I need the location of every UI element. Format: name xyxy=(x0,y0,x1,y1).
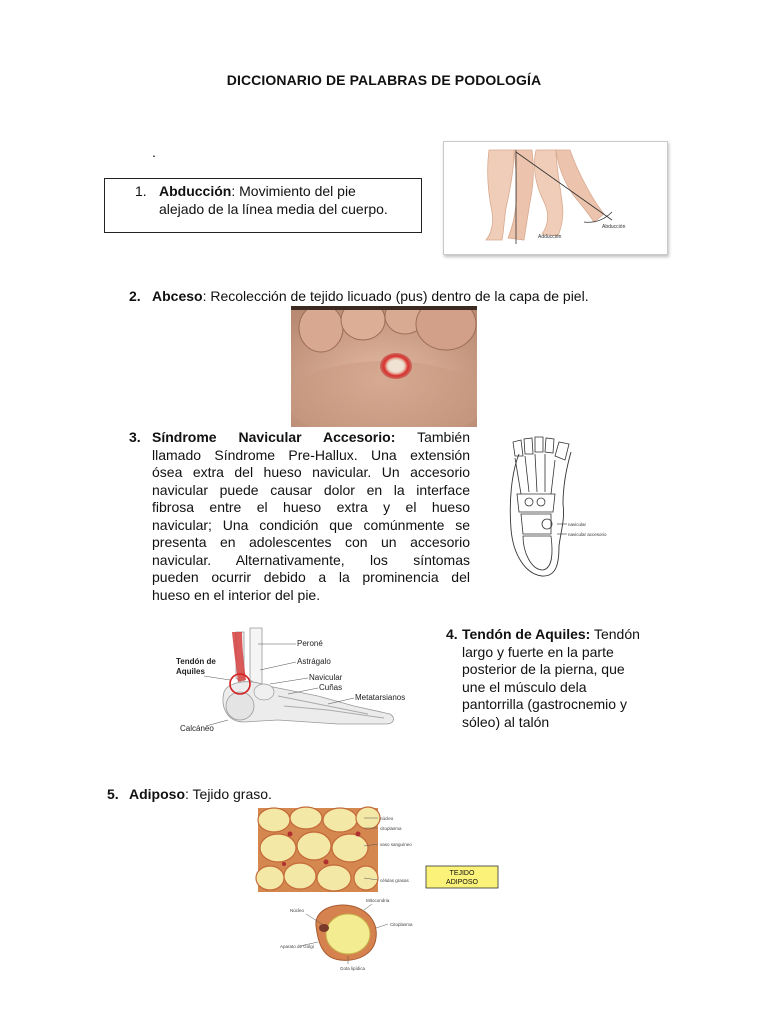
entry-definition: Recolección de tejido licuado (pus) dentro de la capa de piel. xyxy=(206,288,589,304)
tendon-label: Tendón de xyxy=(176,657,216,666)
calcaneo-label: Calcáneo xyxy=(180,724,214,733)
tendon-label-2: Aquiles xyxy=(176,667,205,676)
citoplasma-cell-label: Citoplasma xyxy=(390,922,413,927)
entry-term: Adiposo xyxy=(129,786,185,802)
adduccion-label: Adducción xyxy=(538,234,562,240)
entry-term: Tendón de Aquiles: xyxy=(462,626,591,642)
entry-term: Abceso xyxy=(152,288,203,304)
navicular-label: Navicular xyxy=(309,673,343,682)
abduccion-figure xyxy=(443,141,668,255)
nucleo-label: núcleo xyxy=(380,816,394,821)
navicular-label: navicular xyxy=(568,522,587,527)
achilles-illustration xyxy=(158,622,406,740)
foot-skeleton-illustration xyxy=(497,434,607,580)
page-title: DICCIONARIO DE PALABRAS DE PODOLOGÍA xyxy=(226,72,542,88)
entry-adiposo: Adiposo: Tejido graso. xyxy=(129,786,272,802)
entry-abduccion: Abducción: Movimiento del pie alejado de la línea media del cuerpo. xyxy=(159,183,388,217)
nucleo-cell-label: Núcleo xyxy=(290,908,305,913)
tag-line-1: TEJIDO xyxy=(449,870,475,877)
tag-line-2: ADIPOSO xyxy=(446,879,478,886)
navicular-figure xyxy=(497,434,607,580)
entry-number: 3. xyxy=(129,429,141,445)
cunas-label: Cuñas xyxy=(319,683,343,692)
foot-abscess-illustration xyxy=(291,306,477,427)
entry-abceso: Abceso: Recolección de tejido licuado (pus) dentro de la capa de piel. xyxy=(152,288,589,304)
abceso-photo xyxy=(291,306,477,427)
navicular-accesorio-label: navicular accesorio xyxy=(568,532,607,537)
astragalo-label: Astrágalo xyxy=(297,657,331,666)
gota-label: Gota lipídica xyxy=(340,966,366,971)
adipose-tissue-illustration xyxy=(254,806,506,974)
golgi-label: Aparato de Golgi xyxy=(280,944,314,949)
citoplasma-label: citoplasma xyxy=(380,826,402,831)
metatarsianos-label: Metatarsianos xyxy=(355,693,406,702)
entry-number: 2. xyxy=(129,288,141,304)
entry-term: Abducción xyxy=(159,183,232,199)
entry-term: Síndrome Navicular Accesorio: xyxy=(152,429,396,445)
entry-navicular: Síndrome Navicular Accesorio: También llamado Síndrome Pre-Hallux. Una extensión ósea extra del hueso navicular. Un accesorio navicular puede causar dolor en la interface fibrosa entre el hueso extra y el hueso navicular; Una condición que comúnmente se presenta en adolescentes con un accesorio navicular. Alternativamente, los síntomas pueden ocurrir debido a la prominencia del hueso en el interior del pie. xyxy=(152,429,471,603)
entry-number: 5. xyxy=(107,786,119,802)
entry-number: 4. xyxy=(446,626,458,642)
mitocondria-label: Mitocondria xyxy=(366,898,390,903)
entry-definition-cont: alejado de la línea media del cuerpo. xyxy=(159,200,388,217)
abduccion-label: Abducción xyxy=(602,224,626,230)
entry-aquiles: Tendón de Aquiles: Tendón largo y fuerte en la parte posterior de la pierna, que une el músculo dela pantorrilla (gastrocnemio y sóleo) al talón xyxy=(462,626,640,730)
celulas-label: células grasas xyxy=(380,878,409,883)
perone-label: Peroné xyxy=(297,639,323,648)
vaso-label: vaso sanguíneo xyxy=(380,842,412,847)
aquiles-figure xyxy=(158,622,406,740)
entry-number: 1. xyxy=(135,183,147,199)
entry-definition: Tejido graso. xyxy=(188,786,272,802)
entry-box-abduccion xyxy=(104,178,422,233)
adiposo-figure xyxy=(254,806,506,974)
abduccion-illustration xyxy=(444,142,667,254)
entry-definition: Movimiento del pie xyxy=(235,183,356,199)
stray-dot: . xyxy=(152,144,156,160)
